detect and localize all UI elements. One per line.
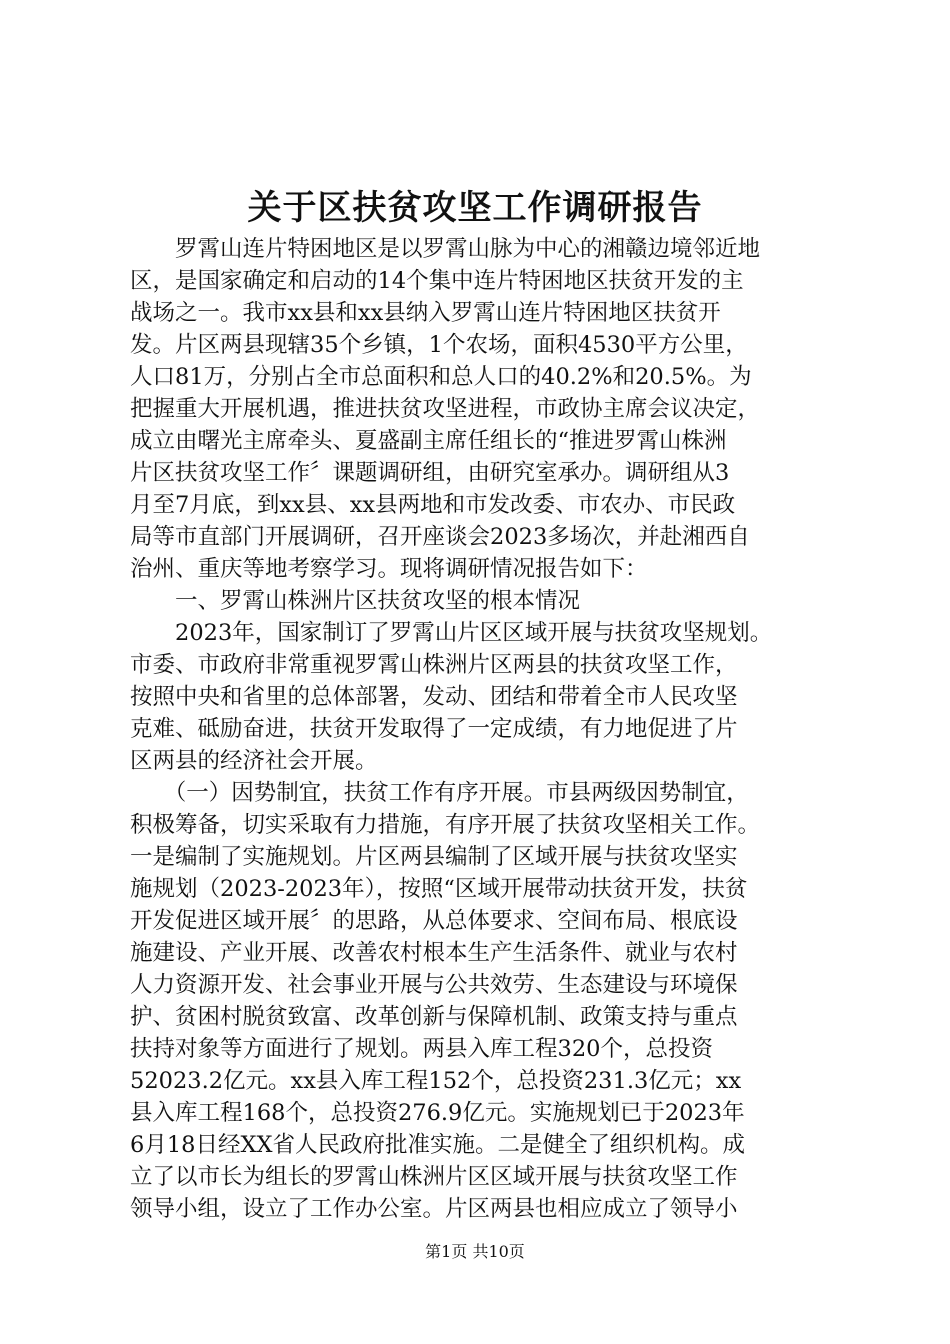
body-line: 施建设、产业开展、改善农村根本生产生活条件、就业与农村 [130, 940, 738, 966]
body-line: 一是编制了实施规划。片区两县编制了区域开展与扶贫攻坚实 [130, 844, 738, 870]
body-line: 市委、市政府非常重视罗霄山株洲片区两县的扶贫攻坚工作， [130, 652, 738, 678]
body-line: 人口81万，分别占全市总面积和总人口的40.2%和20.5%。为 [130, 364, 752, 390]
body-line: 开发促进区域开展〞的思路，从总体要求、空间布局、根底设 [130, 908, 738, 934]
body-line: 领导小组，设立了工作办公室。片区两县也相应成立了领导小 [130, 1196, 738, 1222]
body-line: 立了以市长为组长的罗霄山株洲片区区域开展与扶贫攻坚工作 [130, 1164, 738, 1190]
body-line: 52023.2亿元。xx县入库工程152个，总投资231.3亿元；xx [130, 1068, 742, 1094]
body-line: 区两县的经济社会开展。 [130, 748, 378, 774]
body-line: 按照中央和省里的总体部署，发动、团结和带着全市人民攻坚 [130, 684, 738, 710]
page-number: 第1页 共10页 [425, 1242, 525, 1261]
body-line: 人力资源开发、社会事业开展与公共效劳、生态建设与环境保 [130, 972, 738, 998]
body-line: 克难、砥励奋进，扶贫开发取得了一定成绩，有力地促进了片 [130, 716, 738, 742]
document-body [130, 233, 830, 1225]
body-line: 局等市直部门开展调研，召开座谈会2023多场次，并赴湘西自 [130, 524, 750, 550]
body-line: 治州、重庆等地考察学习。现将调研情况报告如下： [130, 556, 648, 582]
body-line: 6月18日经XX省人民政府批准实施。二是健全了组织机构。成 [130, 1132, 745, 1158]
body-line: 扶持对象等方面进行了规划。两县入库工程320个，总投资 [130, 1036, 713, 1062]
body-line: 月至7月底，到xx县、xx县两地和市发改委、市农办、市民政 [130, 492, 736, 518]
body-line: 把握重大开展机遇，推进扶贫攻坚进程，市政协主席会议决定， [130, 396, 761, 422]
body-line: 积极筹备，切实采取有力措施，有序开展了扶贫攻坚相关工作。 [130, 812, 761, 838]
body-line: 施规划（2023-2023年），按照“区域开展带动扶贫开发，扶贫 [130, 876, 748, 902]
body-line: 护、贫困村脱贫致富、改革创新与保障机制、政策支持与重点 [130, 1004, 738, 1030]
body-line: 片区扶贫攻坚工作〞课题调研组，由研究室承办。调研组从3 [130, 460, 730, 486]
body-line: 区，是国家确定和启动的14个集中连片特困地区扶贫开发的主 [130, 268, 744, 294]
body-line: 成立由曙光主席牵头、夏盛副主席任组长的“推进罗霄山株洲 [130, 428, 727, 454]
body-line: 发。片区两县现辖35个乡镇，1个农场，面积4530平方公里， [130, 332, 748, 358]
body-line: 罗霄山连片特困地区是以罗霄山脉为中心的湘赣边境邻近地 [130, 236, 761, 262]
document-title: 关于区扶贫攻坚工作调研报告 [247, 188, 703, 228]
body-line: 县入库工程168个，总投资276.9亿元。实施规划已于2023年 [130, 1100, 745, 1126]
body-line: （一）因势制宜，扶贫工作有序开展。市县两级因势制宜， [130, 780, 749, 806]
body-line: 2023年，国家制订了罗霄山片区区域开展与扶贫攻坚规划。 [130, 620, 773, 646]
body-line: 战场之一。我市xx县和xx县纳入罗霄山连片特困地区扶贫开 [130, 300, 721, 326]
section-heading: 一、罗霄山株洲片区扶贫攻坚的根本情况 [130, 588, 581, 614]
